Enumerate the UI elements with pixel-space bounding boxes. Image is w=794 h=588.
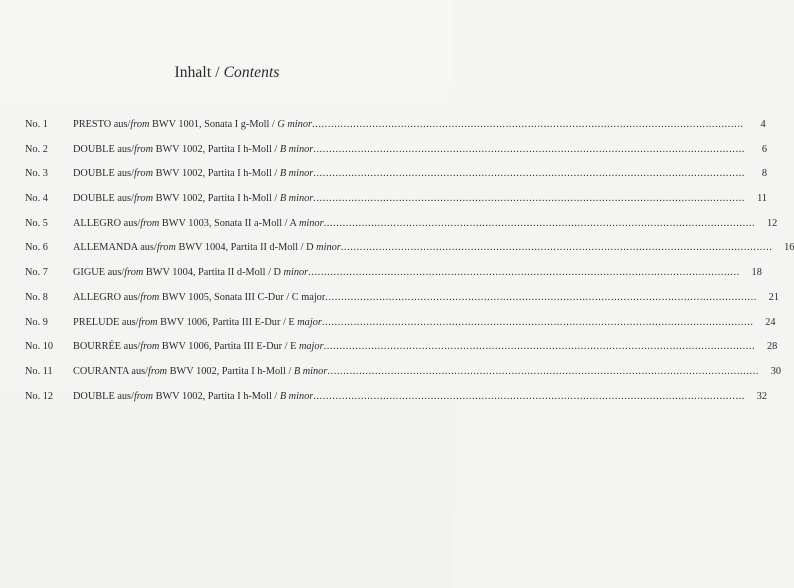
key-english: B minor bbox=[279, 168, 314, 180]
toc-entry bbox=[25, 193, 767, 218]
entry-number: No. 11 bbox=[25, 365, 53, 377]
entry-title bbox=[73, 267, 308, 278]
movement-name: DOUBLE bbox=[73, 168, 115, 180]
key-english: minor bbox=[298, 217, 324, 229]
from-label: from bbox=[133, 168, 154, 180]
from-label: from bbox=[130, 119, 150, 130]
dot-leader bbox=[327, 366, 763, 377]
key-english: major bbox=[297, 316, 322, 328]
entry-title bbox=[73, 317, 322, 328]
key-english: B minor bbox=[293, 365, 328, 377]
entry-title bbox=[73, 144, 313, 155]
page-number: 4 bbox=[760, 119, 766, 130]
title-english: Contents bbox=[223, 64, 280, 81]
entry-number: No. 5 bbox=[25, 217, 48, 229]
from-label: from bbox=[133, 143, 154, 155]
key-english: major bbox=[298, 341, 324, 353]
work-reference: BWV 1002, Partita I h-Moll / bbox=[153, 193, 280, 205]
work-reference: BWV 1004, Partita II d-Moll / D bbox=[175, 242, 317, 254]
from-label: from bbox=[140, 217, 160, 229]
entry-title bbox=[73, 218, 324, 229]
work-reference: BWV 1002, Partita I h-Moll / bbox=[153, 168, 280, 180]
entry-number: No. 9 bbox=[25, 316, 48, 328]
entry-number: No. 12 bbox=[25, 390, 54, 402]
work-reference: BWV 1002, Partita I h-Moll / bbox=[153, 390, 280, 402]
toc-entry bbox=[25, 119, 766, 144]
page-number: 12 bbox=[766, 217, 778, 229]
page-number: 21 bbox=[768, 291, 779, 303]
entry-title bbox=[73, 391, 313, 402]
entry-title bbox=[73, 341, 324, 352]
aus-label: aus/ bbox=[123, 341, 141, 353]
key-english: B minor bbox=[279, 390, 314, 402]
entry-number: No. 3 bbox=[25, 168, 48, 180]
movement-name: PRELUDE bbox=[73, 316, 120, 328]
page-number: 6 bbox=[761, 143, 767, 155]
entry-title bbox=[73, 193, 313, 204]
dot-leader bbox=[312, 119, 748, 130]
toc-entry bbox=[25, 242, 794, 267]
dot-leader bbox=[324, 218, 760, 229]
key-english: G minor bbox=[277, 119, 312, 130]
aus-label: aus/ bbox=[107, 267, 125, 279]
toc-entry bbox=[25, 316, 776, 342]
entry-title bbox=[73, 168, 313, 179]
table-of-contents bbox=[25, 119, 794, 415]
aus-label: aus/ bbox=[117, 390, 134, 402]
work-reference: BWV 1002, Partita I h-Moll / bbox=[167, 365, 294, 377]
page-number: 30 bbox=[770, 365, 782, 377]
key-english: minor bbox=[283, 267, 309, 279]
dot-leader bbox=[325, 292, 761, 303]
entry-title bbox=[73, 119, 312, 130]
from-label: from bbox=[148, 365, 168, 377]
page-number: 18 bbox=[751, 267, 762, 279]
movement-name: DOUBLE bbox=[73, 193, 115, 205]
from-label: from bbox=[124, 267, 144, 279]
title-german: Inhalt / bbox=[174, 64, 224, 81]
toc-entry bbox=[25, 365, 782, 391]
entry-number: No. 4 bbox=[25, 193, 48, 205]
aus-label: aus/ bbox=[140, 242, 157, 254]
entry-number: No. 1 bbox=[25, 119, 48, 130]
entry-number: No. 7 bbox=[25, 267, 48, 279]
entry-number: No. 2 bbox=[25, 143, 48, 155]
work-reference: BWV 1001, Sonata I g-Moll / bbox=[149, 119, 278, 130]
toc-entry bbox=[25, 143, 767, 169]
movement-name: ALLEMANDA bbox=[73, 242, 138, 254]
entry-title bbox=[73, 366, 327, 377]
work-reference: BWV 1002, Partita I h-Moll / bbox=[153, 143, 280, 155]
movement-name: DOUBLE bbox=[73, 390, 115, 402]
work-reference: BWV 1006, Partita III E-Dur / E bbox=[157, 316, 298, 328]
entry-title bbox=[73, 242, 341, 253]
aus-label: aus/ bbox=[117, 168, 134, 180]
work-reference: BWV 1006, Partita III E-Dur / E bbox=[159, 341, 299, 353]
movement-name: BOURRÉE bbox=[73, 341, 122, 353]
from-label: from bbox=[133, 193, 154, 205]
page-number: 28 bbox=[766, 341, 778, 353]
from-label: from bbox=[156, 242, 176, 254]
work-reference: BWV 1003, Sonata II a-Moll / A bbox=[159, 217, 299, 229]
from-label: from bbox=[138, 316, 158, 328]
key-english: B minor bbox=[279, 193, 314, 205]
toc-entry bbox=[25, 217, 778, 243]
toc-entry bbox=[25, 267, 762, 292]
entry-number: No. 8 bbox=[25, 291, 48, 303]
page-number: 32 bbox=[756, 390, 767, 402]
dot-leader bbox=[322, 317, 758, 328]
page-number: 8 bbox=[761, 168, 767, 180]
work-reference: BWV 1004, Partita II d-Moll / D bbox=[143, 267, 284, 279]
key-english: minor bbox=[316, 242, 341, 254]
from-label: from bbox=[140, 291, 160, 303]
from-label: from bbox=[133, 390, 154, 402]
page-number: 16 bbox=[784, 242, 794, 254]
aus-label: aus/ bbox=[123, 217, 141, 229]
aus-label: aus/ bbox=[113, 119, 131, 130]
movement-name: DOUBLE bbox=[73, 143, 115, 155]
dot-leader bbox=[324, 341, 760, 352]
dot-leader bbox=[313, 144, 749, 155]
entry-number: No. 10 bbox=[25, 341, 54, 353]
key-english: B minor bbox=[279, 143, 314, 155]
page-number: 24 bbox=[765, 316, 776, 328]
from-label: from bbox=[140, 341, 160, 353]
aus-label: aus/ bbox=[123, 291, 141, 303]
entry-title bbox=[73, 292, 325, 303]
aus-label: aus/ bbox=[121, 316, 139, 328]
dot-leader bbox=[313, 168, 749, 179]
aus-label: aus/ bbox=[117, 143, 134, 155]
dot-leader bbox=[341, 242, 777, 253]
toc-entry bbox=[25, 168, 767, 193]
dot-leader bbox=[313, 193, 749, 204]
movement-name: ALLEGRO bbox=[73, 217, 122, 229]
work-reference: BWV 1005, Sonata III C-Dur / C major bbox=[159, 291, 326, 303]
entry-number: No. 6 bbox=[25, 242, 48, 254]
movement-name: GIGUE bbox=[73, 267, 106, 279]
aus-label: aus/ bbox=[131, 365, 148, 377]
toc-entry bbox=[25, 390, 767, 416]
page-title bbox=[0, 64, 454, 82]
movement-name: COURANTA bbox=[73, 365, 129, 377]
dot-leader bbox=[308, 267, 744, 278]
toc-entry bbox=[25, 291, 779, 317]
movement-name: PRESTO bbox=[73, 119, 112, 130]
page-number: 11 bbox=[757, 193, 767, 205]
movement-name: ALLEGRO bbox=[73, 291, 122, 303]
aus-label: aus/ bbox=[117, 193, 134, 205]
toc-entry bbox=[25, 341, 778, 366]
dot-leader bbox=[313, 391, 749, 402]
